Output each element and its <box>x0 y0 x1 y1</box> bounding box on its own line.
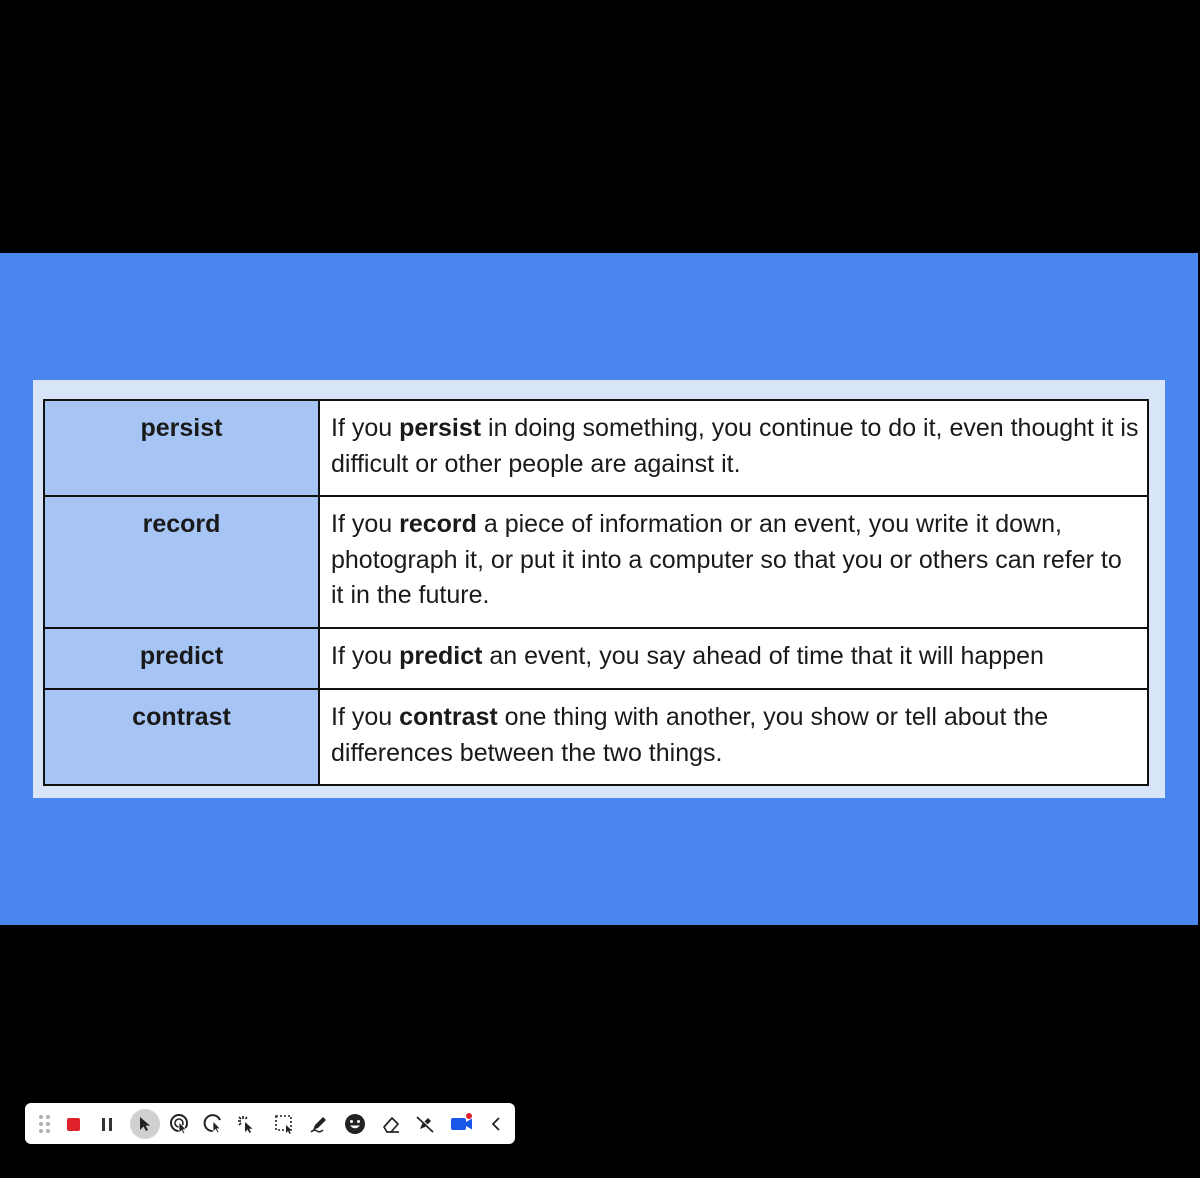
vocabulary-table-frame <box>33 380 1165 798</box>
collapse-icon <box>489 1116 503 1132</box>
screen-recorder-toolbar <box>25 1103 515 1144</box>
definition-keyword: persist <box>399 414 482 442</box>
vocab-word: contrast <box>44 689 319 785</box>
table-row <box>44 689 1148 785</box>
vocab-definition <box>319 689 1148 785</box>
click-highlight-button[interactable] <box>201 1111 227 1137</box>
stop-recording-button[interactable] <box>60 1111 86 1137</box>
definition-keyword: predict <box>399 642 483 670</box>
vocab-definition <box>319 400 1148 496</box>
vocab-word: persist <box>44 400 319 496</box>
hide-annotations-button[interactable] <box>412 1111 438 1137</box>
area-select-button[interactable] <box>271 1111 297 1137</box>
eraser-button[interactable] <box>378 1111 404 1137</box>
definition-keyword: contrast <box>399 703 498 731</box>
pointer-icon <box>137 1116 153 1132</box>
table-row <box>44 628 1148 689</box>
definition-prefix: If you <box>331 703 400 731</box>
pointer-tool-button[interactable] <box>130 1109 160 1139</box>
pause-icon <box>102 1118 112 1131</box>
vocab-word: predict <box>44 628 319 689</box>
definition-text: one thing with another, you show or tell about the differences between the two things. <box>331 703 1049 767</box>
click-highlight-icon <box>203 1113 225 1135</box>
laser-pointer-icon <box>236 1113 258 1135</box>
slide <box>0 253 1198 925</box>
vocab-word: record <box>44 496 319 628</box>
stop-recording-icon <box>67 1118 80 1131</box>
hide-annotations-icon <box>414 1113 436 1135</box>
definition-keyword: record <box>399 510 477 538</box>
emoji-button[interactable] <box>342 1111 368 1137</box>
area-select-icon <box>273 1113 295 1135</box>
emoji-icon <box>344 1113 366 1135</box>
definition-text: in doing something, you continue to do it, even thought it is difficult or other people are against it. <box>331 414 1139 478</box>
recording-badge <box>466 1113 472 1119</box>
pause-button[interactable] <box>94 1111 120 1137</box>
drag-handle-icon[interactable] <box>31 1111 57 1137</box>
eraser-icon <box>380 1113 402 1135</box>
laser-pointer-button[interactable] <box>234 1111 260 1137</box>
definition-prefix: If you <box>331 414 400 442</box>
table-row <box>44 400 1148 496</box>
definition-text: a piece of information or an event, you write it down, photograph it, or put it into a computer so that you or others can refer to it in the future. <box>331 510 1122 609</box>
spotlight-cursor-button[interactable] <box>167 1111 193 1137</box>
camera-button[interactable] <box>449 1111 475 1137</box>
vocab-definition <box>319 496 1148 628</box>
definition-prefix: If you <box>331 510 400 538</box>
collapse-toolbar-button[interactable] <box>483 1111 509 1137</box>
spotlight-cursor-icon <box>169 1113 191 1135</box>
table-row <box>44 496 1148 628</box>
definition-prefix: If you <box>331 642 400 670</box>
vocab-definition <box>319 628 1148 689</box>
vocabulary-table <box>43 399 1149 786</box>
definition-text: an event, you say ahead of time that it will happen <box>482 642 1044 670</box>
pen-tool-button[interactable] <box>306 1111 332 1137</box>
pen-icon <box>308 1113 330 1135</box>
